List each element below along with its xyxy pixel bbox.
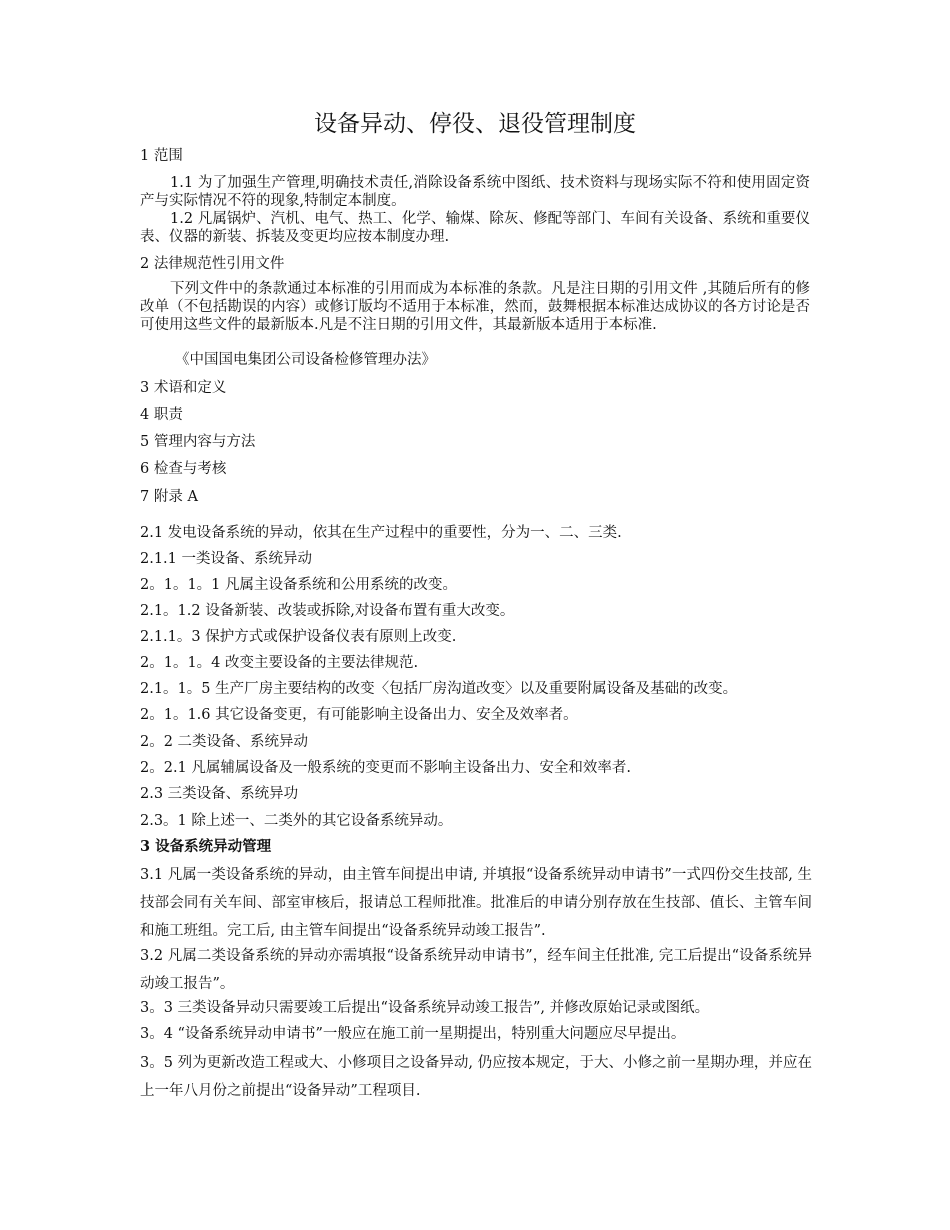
document-title: 设备异动、停役、退役管理制度	[314, 111, 636, 137]
body-line: 2.1。1.2 设备新装、改装或拆除,对设备布置有重大改变。	[140, 603, 515, 619]
section-1-heading: 1 范围	[140, 148, 183, 164]
section-5-heading: 5 管理内容与方法	[140, 434, 256, 450]
section-2-text: 下列文件中的条款通过本标准的引用而成为本标准的条款。凡是注日期的引用文件 ,其随后所有的修改单（不包括勘误的内容）或修订版均不适用于本标准，然而，鼓舞根据本标准达成协议的各方讨论是否可使用这些文件的最新版本.凡是不注日期的引用文件，其最新版本适用于本标准.	[140, 281, 810, 333]
reference-document: 《中国国电集团公司设备检修管理办法》	[175, 352, 436, 368]
section-2-heading: 2 法律规范性引用文件	[140, 256, 285, 272]
body-line: 2。1。1。4 改变主要设备的主要法律规范.	[140, 655, 419, 671]
body-line: 2。1。1。1 凡属主设备系统和公用系统的改变。	[140, 577, 458, 593]
clause-1-1: 1.1 为了加强生产管理,明确技术责任,消除设备系统中图纸、技术资料与现场实际不符和使用固定资产与实际情况不符的现象,特制定本制度。	[140, 175, 810, 209]
clause-3-2: 3.2 凡属二类设备系统的异动亦需填报“设备系统异动申请书”，经车间主任批准, 完工后提出“设备系统异动竣工报告”。	[140, 948, 812, 992]
body-line: 2。2 二类设备、系统异动	[140, 734, 309, 750]
body-line: 2.3。1 除上述一、二类外的其它设备系统异动。	[140, 813, 453, 829]
body-line: 2。2.1 凡属辅属设备及一般系统的变更而不影响主设备出力、安全和效率者.	[140, 760, 632, 776]
clause-3-5: 3。5 列为更新改造工程或大、小修项目之设备异动, 仍应按本规定，于大、小修之前一星期办理，并应在上一年八月份之前提出“设备异动”工程项目.	[140, 1055, 812, 1099]
section-7-heading: 7 附录 A	[140, 489, 198, 505]
subsection-heading: 3 设备系统异动管理	[140, 838, 272, 855]
body-line: 2。1。1.6 其它设备变更，有可能影响主设备出力、安全及效率者。	[140, 707, 578, 723]
section-3-heading: 3 术语和定义	[140, 380, 227, 396]
section-4-heading: 4 职责	[140, 407, 183, 423]
body-line: 2.1.1 一类设备、系统异动	[140, 551, 313, 567]
body-line: 2.1 发电设备系统的异动，依其在生产过程中的重要性，分为一、二、三类.	[140, 525, 622, 541]
body-line: 2.1。1。5 生产厂房主要结构的改变〈包括厂房沟道改变〉以及重要附属设备及基础的改变。	[140, 681, 738, 697]
clause-3-1: 3.1 凡属一类设备系统的异动，由主管车间提出申请, 并填报“设备系统异动申请书”一式四份交生技部, 生技部会同有关车间、部室审核后，报请总工程师批准。批准后的申请分别存放在生技部、值长、主管车间和施工班组。完工后, 由主管车间提出“设备系统异动竣工报告”.	[140, 867, 812, 939]
clause-1-2: 1.2 凡属锅炉、汽机、电气、热工、化学、输煤、除灰、修配等部门、车间有关设备、系统和重要仪表、仪器的新装、拆装及变更均应按本制度办理.	[140, 211, 810, 245]
body-line: 2.3 三类设备、系统异功	[140, 786, 299, 802]
section-6-heading: 6 检查与考核	[140, 461, 227, 477]
clause-3-3: 3。3 三类设备异动只需要竣工后提出“设备系统异动竣工报告”, 并修改原始记录或图纸。	[140, 1000, 710, 1016]
clause-3-4: 3。4 “设备系统异动申请书”一般应在施工前一星期提出，特别重大问题应尽早提出。	[140, 1026, 686, 1042]
body-line: 2.1.1。3 保护方式或保护设备仪表有原则上改变.	[140, 629, 457, 645]
